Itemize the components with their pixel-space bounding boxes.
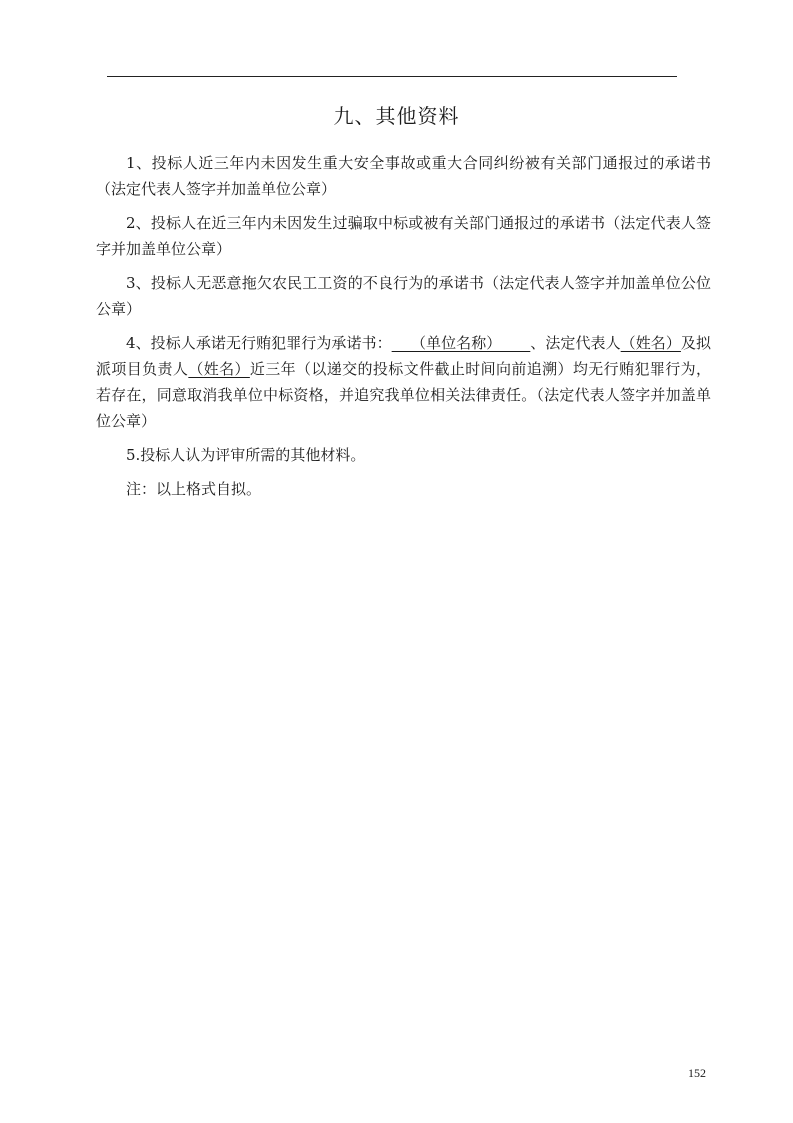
legal-rep-name-blank: （姓名） <box>620 334 681 352</box>
list-item-1: 1、投标人近三年内未因发生重大安全事故或重大合同纠纷被有关部门通报过的承诺书（法定代表人签字并加盖单位公章） <box>96 154 711 198</box>
item4-mid1: 、法定代表人 <box>530 334 621 352</box>
list-item-5: 5.投标人认为评审所需的其他材料。 <box>126 446 366 464</box>
section-title: 九、其他资料 <box>333 104 460 128</box>
note: 注：以上格式自拟。 <box>126 480 262 498</box>
document-body <box>96 150 711 510</box>
header-rule <box>107 76 677 77</box>
list-item-4 <box>96 330 711 434</box>
list-item-3: 3、投标人无恶意拖欠农民工工资的不良行为的承诺书（法定代表人签字并加盖单位公位公章） <box>96 274 711 318</box>
item4-prefix: 4、投标人承诺无行贿犯罪行为承诺书： <box>126 334 392 352</box>
list-item-2: 2、投标人在近三年内未因发生过骗取中标或被有关部门通报过的承诺书（法定代表人签字并加盖单位公章） <box>96 214 711 258</box>
page-number: 152 <box>688 1066 706 1080</box>
unit-name-blank: （单位名称） <box>391 334 531 352</box>
project-manager-name-blank: （姓名） <box>188 360 250 378</box>
item4-suffix: 近三年（以递交的投标文件截止时间向前追溯）均无行贿犯罪行为，若存在，同意取消我单位中标资格，并追究我单位相关法律责任。（法定代表人签字并加盖单位公章） <box>96 360 711 430</box>
item4-mid2: 及拟派项目负责人 <box>96 334 711 378</box>
